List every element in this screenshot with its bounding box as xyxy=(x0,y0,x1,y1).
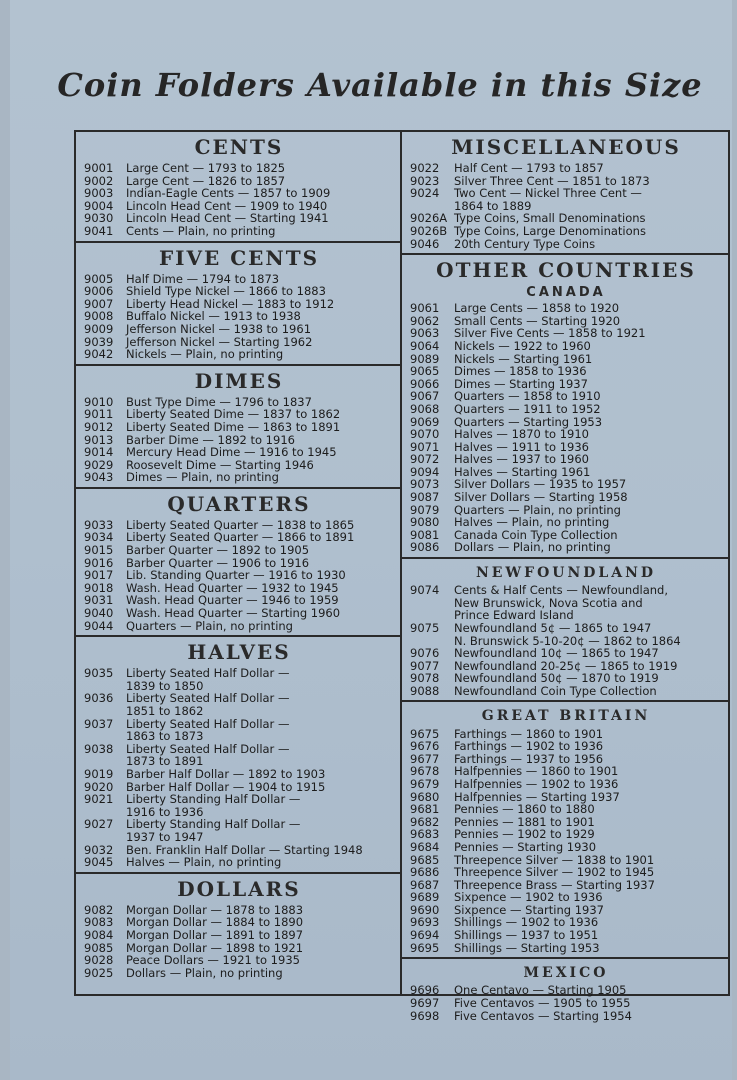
list-item xyxy=(410,740,722,753)
folder-description: Quarters — Plain, no printing xyxy=(454,502,621,517)
folder-number: 9071 xyxy=(410,439,440,454)
list-item xyxy=(410,491,722,504)
folder-description: Large Cent — 1793 to 1825 xyxy=(126,161,286,175)
folder-number: 9693 xyxy=(410,915,440,930)
list-item xyxy=(410,866,722,879)
folder-number: 9002 xyxy=(84,173,114,188)
folder-description: Five Centavos — Starting 1954 xyxy=(454,1008,632,1023)
list-item xyxy=(84,768,394,781)
folder-description: Small Cents — Starting 1920 xyxy=(454,313,621,328)
folder-description: Five Centavos — 1905 to 1955 xyxy=(454,995,631,1010)
folder-description: Dimes — Starting 1937 xyxy=(454,376,588,391)
folder-description: Wash. Head Quarter — 1946 to 1959 xyxy=(126,593,339,608)
folder-list xyxy=(410,162,722,250)
folder-number: 9010 xyxy=(84,394,114,409)
list-item xyxy=(84,743,394,768)
folder-number: 9074 xyxy=(410,583,440,598)
folder-description: Halves — Plain, no printing xyxy=(454,515,610,530)
list-item xyxy=(410,225,722,238)
folder-number: 9068 xyxy=(410,401,440,416)
folder-description: Halfpennies — 1902 to 1936 xyxy=(454,776,619,791)
folder-number: 9006 xyxy=(84,284,114,299)
folder-number: 9017 xyxy=(84,568,114,583)
folder-number: 9066 xyxy=(410,376,440,391)
folder-number: 9038 xyxy=(84,741,114,756)
us-coins-column xyxy=(76,132,402,994)
folder-number: 9012 xyxy=(84,419,114,434)
folder-number: 9065 xyxy=(410,364,440,379)
folder-description: Halves — 1937 to 1960 xyxy=(454,452,589,467)
folder-number: 9679 xyxy=(410,776,440,791)
folder-number: 9013 xyxy=(84,432,114,447)
folder-description: Two Cent — Nickel Three Cent — 1864 to 1889 xyxy=(454,186,642,213)
folder-number: 9019 xyxy=(84,766,114,781)
list-item xyxy=(410,365,722,378)
section-heading: OTHER COUNTRIES xyxy=(436,258,696,283)
section-heading: GREAT BRITAIN xyxy=(481,708,651,725)
listing-frame xyxy=(74,130,730,1023)
list-item xyxy=(410,516,722,529)
folder-number: 9035 xyxy=(84,666,114,681)
folder-number: 9024 xyxy=(410,186,440,201)
folder-number: 9076 xyxy=(410,646,440,661)
folder-number: 9680 xyxy=(410,789,440,804)
folder-description: Type Coins, Large Denominations xyxy=(454,223,646,238)
list-item xyxy=(410,929,722,942)
folder-number: 9082 xyxy=(84,902,114,917)
folder-description: Liberty Seated Quarter — 1838 to 1865 xyxy=(126,517,355,532)
folder-description: Pennies — Starting 1930 xyxy=(454,839,597,854)
folder-list xyxy=(84,273,394,361)
folder-description: Silver Three Cent — 1851 to 1873 xyxy=(454,173,650,188)
folder-description: Farthings — 1937 to 1956 xyxy=(454,751,604,766)
folder-number: 9011 xyxy=(84,407,114,422)
folder-description: Pennies — 1902 to 1929 xyxy=(454,827,595,842)
section-dimes xyxy=(76,366,400,489)
list-item xyxy=(84,348,394,361)
folder-description: Liberty Seated Half Dollar — 1851 to 1862 xyxy=(126,691,290,718)
folder-number: 9004 xyxy=(84,198,114,213)
folder-description: Silver Dollars — Starting 1958 xyxy=(454,490,628,505)
folder-number: 9678 xyxy=(410,764,440,779)
folder-number: 9030 xyxy=(84,211,114,226)
list-item xyxy=(84,544,394,557)
folder-list xyxy=(84,162,394,238)
list-item xyxy=(84,225,394,238)
list-item xyxy=(84,967,394,980)
folder-number: 9689 xyxy=(410,890,440,905)
folder-number: 9686 xyxy=(410,865,440,880)
folder-number: 9032 xyxy=(84,842,114,857)
folder-description: Threepence Silver — 1902 to 1945 xyxy=(454,865,655,880)
section-heading: NEWFOUNDLAND xyxy=(475,565,657,582)
folder-number: 9697 xyxy=(410,995,440,1010)
folder-number: 9681 xyxy=(410,802,440,817)
list-item xyxy=(84,692,394,717)
list-item xyxy=(410,162,722,175)
folder-number: 9687 xyxy=(410,877,440,892)
folder-description: Liberty Seated Half Dollar — 1863 to 1873 xyxy=(126,716,290,744)
folder-number: 9087 xyxy=(410,490,440,505)
folder-description: Liberty Seated Dime — 1863 to 1891 xyxy=(126,419,341,434)
folder-description: Nickels — Plain, no printing xyxy=(126,347,284,362)
folder-description: Shillings — 1902 to 1936 xyxy=(454,915,599,930)
folder-list xyxy=(410,302,722,554)
section-quarters xyxy=(76,489,400,637)
folder-description: Liberty Seated Dime — 1837 to 1862 xyxy=(126,407,341,422)
folder-description: Newfoundland 50¢ — 1870 to 1919 xyxy=(454,671,659,686)
folder-description: 20th Century Type Coins xyxy=(454,236,596,251)
folder-number: 9080 xyxy=(410,515,440,530)
folder-description: Morgan Dollar — 1878 to 1883 xyxy=(126,902,304,917)
folder-number: 9062 xyxy=(410,313,440,328)
folder-number: 9027 xyxy=(84,817,114,832)
folder-list xyxy=(84,667,394,869)
folder-description: Halves — 1870 to 1910 xyxy=(454,427,589,442)
folder-list xyxy=(410,728,722,955)
folder-description: Halves — 1911 to 1936 xyxy=(454,439,589,454)
folder-description: Nickels — 1922 to 1960 xyxy=(454,338,591,353)
folder-number: 9069 xyxy=(410,414,440,429)
list-item xyxy=(84,187,394,200)
folder-number: 9046 xyxy=(410,236,440,251)
folder-description: Newfoundland 5¢ — 1865 to 1947 N. Brunswick 5-10-20¢ — 1862 to 1864 xyxy=(454,620,681,648)
folder-description: Quarters — Starting 1953 xyxy=(454,414,603,429)
folder-description: Ben. Franklin Half Dollar — Starting 1948 xyxy=(126,842,363,857)
folder-description: Roosevelt Dime — Starting 1946 xyxy=(126,457,314,472)
section-dollars xyxy=(76,874,400,983)
folder-description: Halves — Starting 1961 xyxy=(454,464,591,479)
folder-description: Dollars — Plain, no printing xyxy=(126,965,283,980)
list-item xyxy=(410,1010,722,1023)
folder-description: Sixpence — 1902 to 1936 xyxy=(454,890,603,905)
folder-number: 9064 xyxy=(410,338,440,353)
list-item xyxy=(410,891,722,904)
folder-description: Large Cents — 1858 to 1920 xyxy=(454,301,620,316)
folder-number: 9070 xyxy=(410,427,440,442)
folder-description: Dimes — 1858 to 1936 xyxy=(454,364,587,379)
folder-description: Newfoundland 10¢ — 1865 to 1947 xyxy=(454,646,659,661)
list-item xyxy=(410,647,722,660)
folder-number: 9677 xyxy=(410,751,440,766)
list-item xyxy=(84,446,394,459)
folder-number: 9085 xyxy=(84,940,114,955)
section-heading: QUARTERS xyxy=(167,491,311,516)
folder-number: 9684 xyxy=(410,839,440,854)
folder-description: Pennies — 1881 to 1901 xyxy=(454,814,595,829)
list-item xyxy=(410,541,722,554)
folder-number: 9083 xyxy=(84,915,114,930)
list-item xyxy=(410,942,722,955)
folder-description: Bust Type Dime — 1796 to 1837 xyxy=(126,394,312,409)
folder-description: Dollars — Plain, no printing xyxy=(454,540,611,555)
folder-number: 9089 xyxy=(410,351,440,366)
folder-number: 9016 xyxy=(84,555,114,570)
folder-description: Silver Five Cents — 1858 to 1921 xyxy=(454,326,646,341)
folder-number: 9676 xyxy=(410,739,440,754)
section-mexico xyxy=(402,959,728,1025)
list-item xyxy=(84,471,394,484)
folder-number: 9018 xyxy=(84,580,114,595)
folder-description: Threepence Silver — 1838 to 1901 xyxy=(454,852,655,867)
folder-description: Half Cent — 1793 to 1857 xyxy=(454,161,604,175)
folder-description: Peace Dollars — 1921 to 1935 xyxy=(126,953,300,968)
list-item xyxy=(410,187,722,212)
folder-number: 9021 xyxy=(84,792,114,807)
folder-number: 9041 xyxy=(84,223,114,238)
section-miscellaneous xyxy=(402,132,728,255)
folder-description: Halves — Plain, no printing xyxy=(126,855,282,870)
folder-number: 9088 xyxy=(410,683,440,698)
folder-description: Quarters — 1911 to 1952 xyxy=(454,401,601,416)
folder-description: One Centavo — Starting 1905 xyxy=(454,983,627,998)
folder-description: Jefferson Nickel — 1938 to 1961 xyxy=(126,321,312,336)
list-item xyxy=(84,421,394,434)
folder-number: 9037 xyxy=(84,716,114,731)
folder-number: 9020 xyxy=(84,779,114,794)
folder-number: 9025 xyxy=(84,965,114,980)
folder-list xyxy=(84,904,394,980)
folder-number: 9039 xyxy=(84,334,114,349)
section-heading: MISCELLANEOUS xyxy=(451,135,681,159)
folder-number: 9696 xyxy=(410,983,440,998)
other-coins-column xyxy=(402,132,728,1023)
list-item xyxy=(410,778,722,791)
folder-number: 9003 xyxy=(84,186,114,201)
folder-number: 9094 xyxy=(410,464,440,479)
list-item xyxy=(84,667,394,692)
folder-description: Barber Half Dollar — 1892 to 1903 xyxy=(126,766,326,781)
list-item xyxy=(84,620,394,633)
section-five-cents xyxy=(76,243,400,366)
folder-description: Morgan Dollar — 1884 to 1890 xyxy=(126,915,304,930)
folder-description: Buffalo Nickel — 1913 to 1938 xyxy=(126,309,301,324)
list-item xyxy=(84,954,394,967)
folder-description: Halfpennies — 1860 to 1901 xyxy=(454,764,619,779)
list-item xyxy=(84,856,394,869)
folder-description: Canada Coin Type Collection xyxy=(454,527,618,542)
folder-description: Barber Quarter — 1906 to 1916 xyxy=(126,555,310,570)
folder-number: 9675 xyxy=(410,726,440,741)
folder-number: 9690 xyxy=(410,902,440,917)
folder-number: 9061 xyxy=(410,301,440,316)
folder-number: 9015 xyxy=(84,543,114,558)
section-heading: HALVES xyxy=(187,640,291,665)
folder-description: Barber Quarter — 1892 to 1905 xyxy=(126,543,310,558)
folder-description: Mercury Head Dime — 1916 to 1945 xyxy=(126,445,337,460)
section-great-britain xyxy=(402,702,728,959)
section-halves xyxy=(76,637,400,874)
folder-number: 9685 xyxy=(410,852,440,867)
folder-number: 9078 xyxy=(410,671,440,686)
folder-number: 9031 xyxy=(84,593,114,608)
folder-list xyxy=(410,584,722,697)
folder-list xyxy=(410,984,722,1022)
folder-number: 9079 xyxy=(410,502,440,517)
folder-description: Newfoundland 20-25¢ — 1865 to 1919 xyxy=(454,658,678,673)
folder-description: Liberty Seated Half Dollar — 1839 to 1850 xyxy=(126,666,290,693)
folder-description: Lincoln Head Cent — 1909 to 1940 xyxy=(126,198,328,213)
folder-number: 9698 xyxy=(410,1008,440,1023)
folder-number: 9084 xyxy=(84,927,114,942)
section-other-countries xyxy=(402,255,728,559)
list-item xyxy=(410,584,722,622)
folder-number: 9682 xyxy=(410,814,440,829)
folder-description: Shield Type Nickel — 1866 to 1883 xyxy=(126,284,326,299)
folder-description: Shillings — 1937 to 1951 xyxy=(454,928,599,943)
folder-description: Pennies — 1860 to 1880 xyxy=(454,802,595,817)
folder-number: 9081 xyxy=(410,527,440,542)
folder-description: Indian-Eagle Cents — 1857 to 1909 xyxy=(126,186,331,201)
list-item xyxy=(410,302,722,315)
folder-number: 9044 xyxy=(84,618,114,633)
folder-description: Morgan Dollar — 1898 to 1921 xyxy=(126,940,304,955)
list-item xyxy=(84,323,394,336)
list-item xyxy=(410,340,722,353)
folder-number: 9026A xyxy=(410,211,448,226)
list-item xyxy=(410,622,722,647)
folder-number: 9029 xyxy=(84,457,114,472)
section-heading: DIMES xyxy=(194,368,284,393)
folder-number: 9005 xyxy=(84,271,114,286)
folder-description: Liberty Standing Half Dollar — 1937 to 1947 xyxy=(126,817,301,844)
folder-description: Lib. Standing Quarter — 1916 to 1930 xyxy=(126,568,346,583)
folder-number: 9695 xyxy=(410,940,440,955)
list-item xyxy=(410,997,722,1010)
list-item xyxy=(410,238,722,251)
folder-number: 9077 xyxy=(410,658,440,673)
folder-number: 9022 xyxy=(410,161,440,175)
folder-description: Silver Dollars — 1935 to 1957 xyxy=(454,477,627,492)
list-item xyxy=(84,607,394,620)
folder-description: Newfoundland Coin Type Collection xyxy=(454,683,657,698)
folder-description: Nickels — Starting 1961 xyxy=(454,351,593,366)
list-item xyxy=(410,403,722,416)
folder-description: Farthings — 1902 to 1936 xyxy=(454,739,604,754)
folder-description: Shillings — Starting 1953 xyxy=(454,940,600,955)
page-title: Coin Folders Available in this Size xyxy=(57,66,703,104)
folder-number: 9001 xyxy=(84,161,114,175)
folder-number: 9026B xyxy=(410,223,448,238)
folder-number: 9023 xyxy=(410,173,440,188)
list-item xyxy=(84,929,394,942)
folder-number: 9075 xyxy=(410,620,440,635)
folder-description: Lincoln Head Cent — Starting 1941 xyxy=(126,211,329,226)
folder-description: Quarters — Plain, no printing xyxy=(126,618,293,633)
folder-number: 9034 xyxy=(84,530,114,545)
list-item xyxy=(84,718,394,743)
folder-description: Half Dime — 1794 to 1873 xyxy=(126,271,280,286)
folder-list xyxy=(84,396,394,484)
folder-description: Farthings — 1860 to 1901 xyxy=(454,726,604,741)
folder-description: Liberty Seated Half Dollar — 1873 to 1891 xyxy=(126,741,290,769)
folder-number: 9683 xyxy=(410,827,440,842)
folder-description: Cents & Half Cents — Newfoundland, New Brunswick, Nova Scotia and Prince Edward Island xyxy=(454,583,669,623)
folder-description: Large Cent — 1826 to 1857 xyxy=(126,173,286,188)
folder-number: 9072 xyxy=(410,452,440,467)
folder-number: 9007 xyxy=(84,296,114,311)
list-item xyxy=(410,453,722,466)
list-item xyxy=(410,685,722,698)
folder-number: 9073 xyxy=(410,477,440,492)
folder-description: Barber Half Dollar — 1904 to 1915 xyxy=(126,779,326,794)
list-item xyxy=(410,672,722,685)
folder-number: 9043 xyxy=(84,470,114,485)
folder-number: 9033 xyxy=(84,517,114,532)
list-item xyxy=(84,793,394,818)
folder-description: Quarters — 1858 to 1910 xyxy=(454,389,601,404)
folder-number: 9063 xyxy=(410,326,440,341)
section-heading: FIVE CENTS xyxy=(158,245,320,270)
folder-description: Sixpence — Starting 1937 xyxy=(454,902,604,917)
folder-number: 9067 xyxy=(410,389,440,404)
folder-description: Threepence Brass — Starting 1937 xyxy=(454,877,655,892)
list-item xyxy=(84,818,394,843)
folder-description: Barber Dime — 1892 to 1916 xyxy=(126,432,295,447)
folder-description: Liberty Head Nickel — 1883 to 1912 xyxy=(126,296,335,311)
folder-description: Cents — Plain, no printing xyxy=(126,223,276,238)
list-item xyxy=(410,428,722,441)
folder-description: Morgan Dollar — 1891 to 1897 xyxy=(126,927,304,942)
folder-number: 9014 xyxy=(84,445,114,460)
folder-description: Liberty Seated Quarter — 1866 to 1891 xyxy=(126,530,355,545)
list-item xyxy=(410,841,722,854)
section-cents xyxy=(76,132,400,243)
subsection-heading-canada: CANADA xyxy=(526,285,606,301)
folder-number: 9009 xyxy=(84,321,114,336)
list-item xyxy=(410,803,722,816)
folder-number: 9036 xyxy=(84,691,114,706)
folder-number: 9694 xyxy=(410,928,440,943)
folder-description: Halfpennies — Starting 1937 xyxy=(454,789,620,804)
folder-number: 9042 xyxy=(84,347,114,362)
section-heading: DOLLARS xyxy=(177,876,301,901)
folder-number: 9086 xyxy=(410,540,440,555)
section-heading: CENTS xyxy=(194,135,284,159)
folder-description: Wash. Head Quarter — Starting 1960 xyxy=(126,606,341,621)
folder-description: Type Coins, Small Denominations xyxy=(454,211,646,226)
list-item xyxy=(84,285,394,298)
folder-number: 9008 xyxy=(84,309,114,324)
section-heading: MEXICO xyxy=(523,965,609,982)
folder-description: Jefferson Nickel — Starting 1962 xyxy=(126,334,313,349)
list-item xyxy=(84,569,394,582)
list-item xyxy=(84,162,394,175)
folder-number: 9040 xyxy=(84,606,114,621)
folder-description: Dimes — Plain, no printing xyxy=(126,470,279,485)
section-newfoundland xyxy=(402,559,728,702)
folder-number: 9028 xyxy=(84,953,114,968)
folder-list xyxy=(84,519,394,632)
folder-description: Wash. Head Quarter — 1932 to 1945 xyxy=(126,580,339,595)
folder-description: Liberty Standing Half Dollar — 1916 to 1936 xyxy=(126,792,301,819)
folder-list-sheet xyxy=(10,0,732,1080)
folder-number: 9045 xyxy=(84,855,114,870)
